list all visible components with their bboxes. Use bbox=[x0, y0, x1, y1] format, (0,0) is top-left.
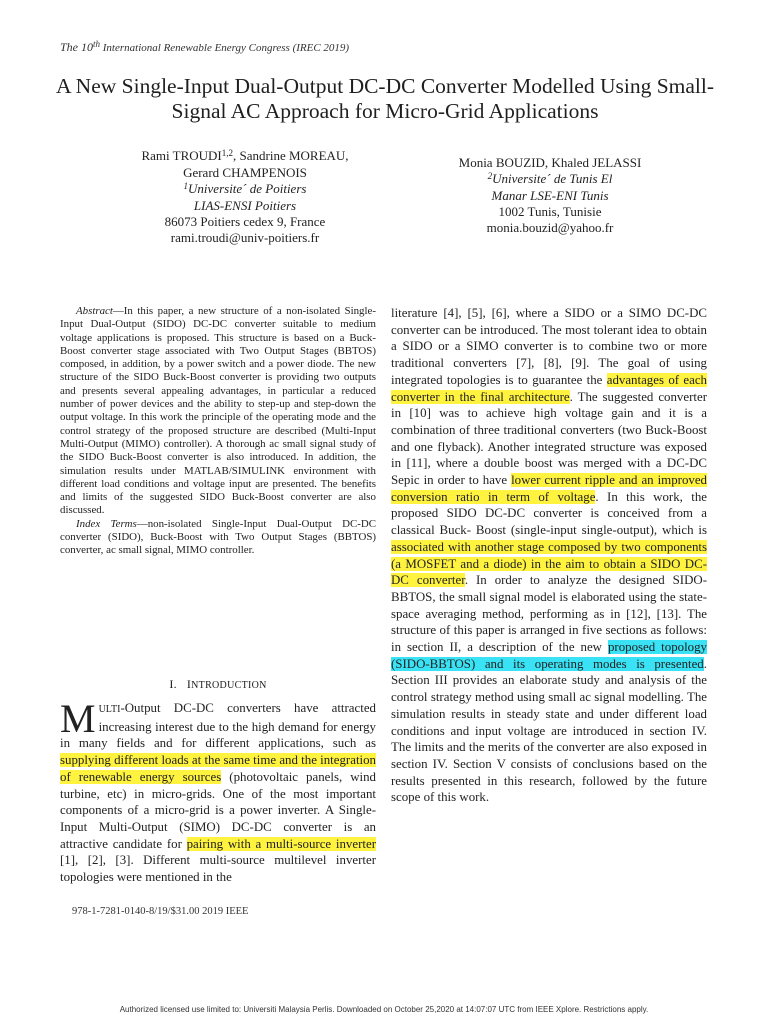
copyright-doi: 978-1-7281-0140-8/19/$31.00 2019 IEEE bbox=[72, 906, 249, 917]
highlight-cyan: proposed topology (SIDO-BBTOS) and its operating modes is presented bbox=[391, 640, 707, 671]
highlight: advantages of each converter in the final architecture bbox=[391, 372, 707, 404]
email-right: monia.bouzid@yahoo.fr bbox=[486, 220, 614, 235]
highlight: associated with another stage composed by two components (a MOSFET and a diode) in the aim to obtain a SIDO DC-DC converter bbox=[391, 539, 707, 588]
paper-title: A New Single-Input Dual-Output DC-DC Converter Modelled Using Small-Signal AC Approach for Micro-Grid Applications bbox=[55, 74, 715, 123]
email-left: rami.troudi@univ-poitiers.fr bbox=[170, 230, 320, 245]
highlight: supplying different loads at the same time and the integration of renewable energy sources bbox=[60, 753, 376, 784]
license-footer: Authorized licensed use limited to: Universiti Malaysia Perlis. Downloaded on October 25,2020 at 14:07:07 UTC from IEEE Xplore. Restrictions apply. bbox=[119, 1005, 649, 1014]
drop-cap: M bbox=[60, 696, 96, 741]
author-block-left: Rami TROUDI$^{1,2}$, Sandrine MOREAU, Gerard CHAMPENOIS $^1$Universite´ de Poitiers LIAS-ENSI Poitiers 86073 Poitiers cedex 9, France rami.troudi@univ-poitiers.fr bbox=[120, 148, 370, 246]
author-block-right: Monia BOUZID, Khaled JELASSI $^2$Universite´ de Tunis El Manar LSE-ENI Tunis 1002 Tunis, Tunisie monia.bouzid@yahoo.fr bbox=[420, 155, 680, 236]
abstract: Abstract—In this paper, a new structure of a non-isolated Single-Input Dual-Output (SIDO) DC-DC converter suitable to medium voltage applications is proposed. This structure is based on a Buck-Boost converter stage associated with Two Output Stages (BBTOS) composed, in addition, by a power switch and a power diode. The new structure of the SIDO Buck-Boost converter is providing two outputs and presents several appealing advantages, in particular a reduced number of power devices and the ability to step-up and step-down the output voltage. In this work the principle of the operating mode and the control strategy of the proposed structure are described (Multi-Input Multi-Output (MIMO) controller). A thorough ac small signal study of the SIDO Buck-Boost converter is also introduced. In addition, the simulation results under MATLAB/SIMULINK environment with different load conditions and voltage input are presented. The benefits and limits of the suggested SIDO Buck-Boost converter are also discussed. Index Terms—non-isolated Single-Input Dual-Output DC-DC converter (SIDO), Buck-Boost with Two Output Stages (BBTOS) converter, ac small signal, MIMO controller. bbox=[60, 305, 377, 557]
introduction-left-column: MULTI-Output DC-DC converters have attracted increasing interest due to the high demand for energy in many fields and for different applications, such as supplying different loads at the same time and the integration of renewable energy sources (photovoltaic panels, wind turbine, etc) in micro-grids. One of the most important components of a micro-grid is a power inverter. A Single-Input Multi-Output (SIMO) DC-DC converter is an attractive candidate for pairing with a multi-source inverter [1], [2], [3]. Different multi-source multilevel inverter topologies were mentioned in the bbox=[60, 696, 376, 885]
highlight: lower current ripple and an improved conversion ratio in term of voltage bbox=[391, 473, 707, 504]
conference-header: The 10th International Renewable Energy Congress (IREC 2019) bbox=[60, 39, 350, 54]
section-heading-introduction: I. INTRODUCTION bbox=[169, 677, 267, 691]
highlight: pairing with a multi-source inverter bbox=[186, 836, 376, 851]
introduction-right-column: literature [4], [5], [6], where a SIDO or a SIMO DC-DC converter can be introduced. The most tolerant idea to obtain a SIDO or a SIMO converter is to combine two or more traditional converters [7], [8], [9]. The goal of using integrated topologies is to guarantee the advantages of each converter in the final architecture. The suggested converter in [10] was to achieve high voltage gain and it is a combination of three traditional converters (two Buck-Boost and one flyback). Another integrated structure was exposed in [11], where a double boost was merged with a DC-DC Sepic in order to have lower current ripple and an improved conversion ratio in term of voltage. In this work, the proposed SIDO DC-DC converter is conceived from a classical Buck- Boost (single-input single-output), which is associated with another stage composed by two components (a MOSFET and a diode) in the aim to obtain a SIDO DC-DC converter. In order to analyze the designed SIDO-BBTOS, the small signal model is elaborated using the state-space averaging method, performing as in [12], [13]. The structure of this paper is arranged in five sections as follows: in section II, a description of the new proposed topology (SIDO-BBTOS) and its operating modes is presented. Section III provides an elaborate study and analysis of the control strategy method using small ac signal modelling. The simulation results in steady state and under different load conditions and input voltage are introduced in section IV. The limits and the merits of the converter are also exposed in section IV. Section V consists of conclusions based on the results presented in this research, followed by the future scope of this work. bbox=[391, 306, 707, 805]
